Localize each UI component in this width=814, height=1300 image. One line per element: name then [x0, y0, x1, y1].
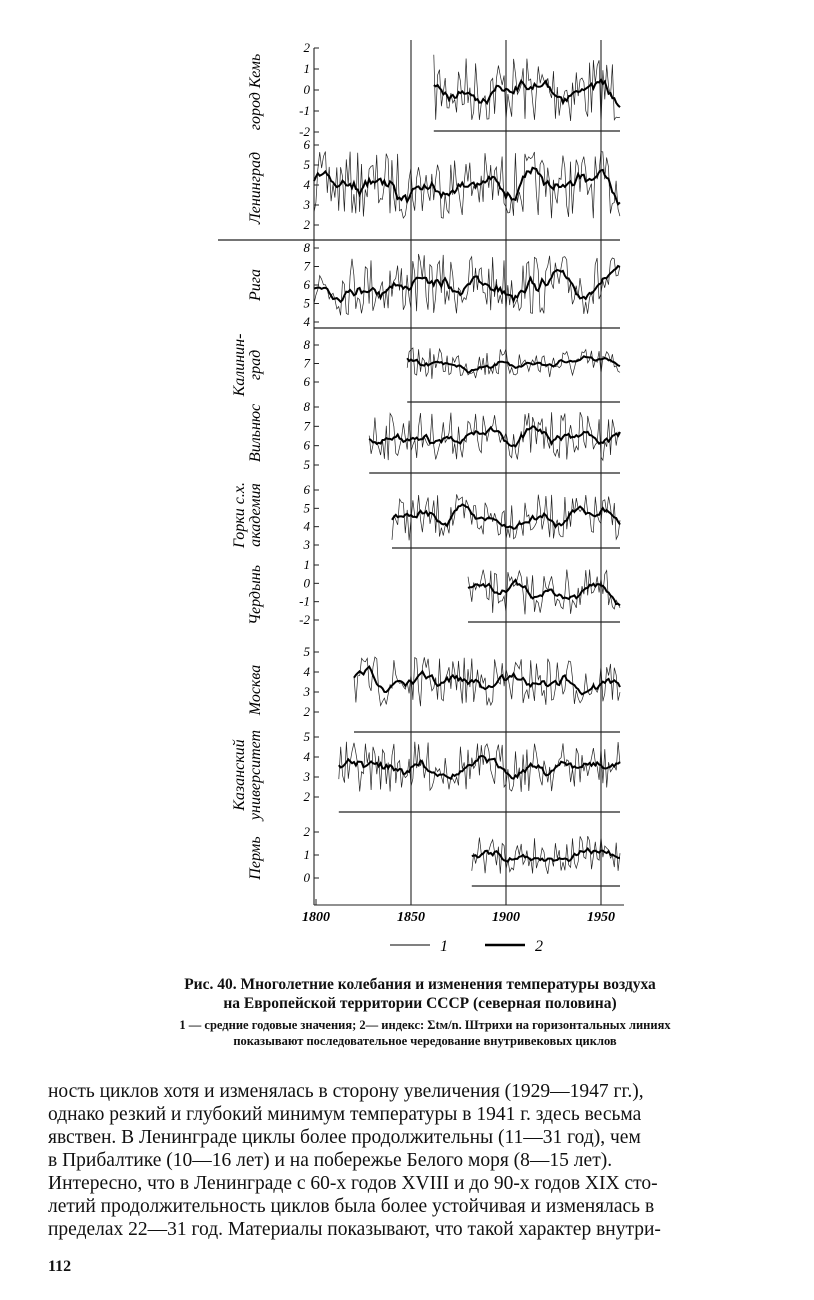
station-panels	[218, 40, 620, 886]
y-tick-label: 8	[303, 337, 310, 352]
y-tick-label: 5	[303, 729, 310, 744]
y-tick-label: 1	[303, 61, 310, 76]
y-tick-label: 4	[303, 664, 310, 679]
y-tick-label: 8	[303, 399, 310, 414]
y-tick-label: 1	[303, 847, 310, 862]
station-label: Ленинград	[247, 151, 264, 225]
y-tick-label: 5	[303, 457, 310, 472]
y-tick-label: -1	[299, 103, 310, 118]
station-label: Москва	[247, 664, 264, 716]
y-tick-label: 4	[303, 518, 310, 534]
index-line	[468, 580, 620, 606]
index-line	[354, 667, 620, 695]
y-tick-label: 2	[303, 824, 310, 839]
y-tick-label: 4	[303, 749, 310, 764]
panel-perm	[247, 824, 620, 886]
caption-title-line: Рис. 40. Многолетние колебания и изменения температуры воздуха	[184, 976, 656, 993]
y-tick-label: 4	[303, 314, 310, 329]
body-line: однако резкий и глубокий минимум температуры в 1941 г. здесь весьма	[48, 1104, 642, 1125]
index-line	[369, 426, 620, 446]
y-tick-label: -2	[299, 612, 310, 627]
index-line	[407, 356, 620, 372]
y-tick-label: 2	[303, 704, 310, 719]
panel-kem	[247, 40, 620, 139]
panel-gorki	[231, 482, 620, 552]
annual-mean-line	[369, 412, 620, 460]
y-tick-label: 1	[303, 557, 310, 572]
body-line: пределах 22—31 год. Материалы показывают, что такой характер внутри-	[48, 1219, 661, 1240]
station-label: Калинин-град	[231, 333, 264, 397]
y-tick-label: 2	[303, 789, 310, 804]
y-tick-label: 6	[303, 277, 310, 292]
page-number: 112	[48, 1258, 72, 1275]
body-text	[48, 1080, 770, 1241]
annual-mean-line	[354, 657, 620, 706]
y-tick-label: 5	[303, 644, 310, 659]
y-tick-label: 6	[303, 437, 310, 453]
y-tick-label: 0	[303, 575, 310, 591]
y-tick-label: 7	[303, 258, 310, 274]
caption-title-line: на Европейской территории СССР (северная половина)	[223, 995, 617, 1012]
y-tick-label: -2	[299, 124, 310, 139]
station-label: Рига	[247, 268, 264, 302]
body-line: ность циклов хотя и изменялась в сторону увеличения (1929—1947 гг.),	[48, 1081, 644, 1102]
y-tick-label: 2	[303, 40, 310, 55]
y-tick-label: 5	[303, 500, 310, 516]
x-axis	[302, 899, 624, 925]
y-tick-label: 5	[303, 157, 310, 172]
annual-mean-line	[472, 836, 620, 874]
x-tick-label: 1850	[397, 910, 425, 925]
y-tick-label: 2	[303, 217, 310, 232]
station-label: Вильнюс	[247, 403, 264, 463]
y-tick-label: 4	[303, 177, 310, 192]
x-tick-label: 1900	[492, 910, 520, 925]
legend-key: 2	[535, 938, 543, 955]
y-tick-label: 6	[303, 374, 310, 389]
caption-note-line: показывают последовательное чередование внутривековых циклов	[233, 1034, 617, 1048]
y-tick-label: 0	[303, 82, 310, 97]
station-label: Пермь	[247, 836, 264, 880]
y-tick-label: 6	[303, 137, 310, 152]
station-label: Чердынь	[247, 564, 264, 626]
y-tick-label: 3	[303, 684, 310, 699]
panel-moscow	[247, 644, 620, 732]
caption-note-line: 1 — средние годовые значения; 2— индекс: Σtм/n. Штрихи на горизонтальных линиях	[179, 1018, 671, 1032]
y-tick-label: 7	[303, 418, 310, 434]
panel-vilnius	[247, 399, 620, 473]
station-label: Горки с.х.академия	[231, 482, 264, 548]
body-line: летий продолжительность циклов была более устойчивая и изменялась в	[48, 1196, 655, 1217]
figure-caption-title	[100, 975, 740, 1013]
x-tick-label: 1800	[302, 910, 330, 925]
y-tick-label: -1	[299, 593, 310, 609]
panel-kaliningrad	[231, 334, 620, 402]
figure-caption-note	[80, 1017, 770, 1049]
y-tick-label: 3	[303, 769, 310, 784]
y-tick-label: 5	[303, 295, 310, 311]
station-label: Казанскийуниверситет	[231, 729, 264, 821]
panel-cherdyn	[247, 557, 620, 627]
x-tick-label: 1950	[587, 910, 615, 925]
station-label: город Кемь	[247, 53, 264, 131]
y-tick-label: 7	[303, 355, 310, 371]
y-tick-label: 8	[303, 240, 310, 255]
y-tick-label: 0	[303, 870, 310, 885]
y-tick-label: 6	[303, 482, 310, 497]
body-line: Интересно, что в Ленинграде с 60-х годов XVIII и до 90-х годов XIX сто-	[48, 1173, 658, 1194]
panel-leningrad	[218, 137, 620, 240]
body-line: в Прибалтике (10—16 лет) и на побережье Белого моря (8—15 лет).	[48, 1150, 613, 1171]
legend-key: 1	[440, 938, 448, 955]
y-tick-label: 3	[303, 197, 310, 212]
legend	[390, 938, 543, 955]
body-line: явствен. В Ленинграде циклы более продолжительны (11—31 год), чем	[48, 1127, 641, 1148]
panel-riga	[247, 240, 620, 329]
panel-kazan	[231, 729, 620, 822]
y-tick-label: 3	[303, 537, 310, 552]
